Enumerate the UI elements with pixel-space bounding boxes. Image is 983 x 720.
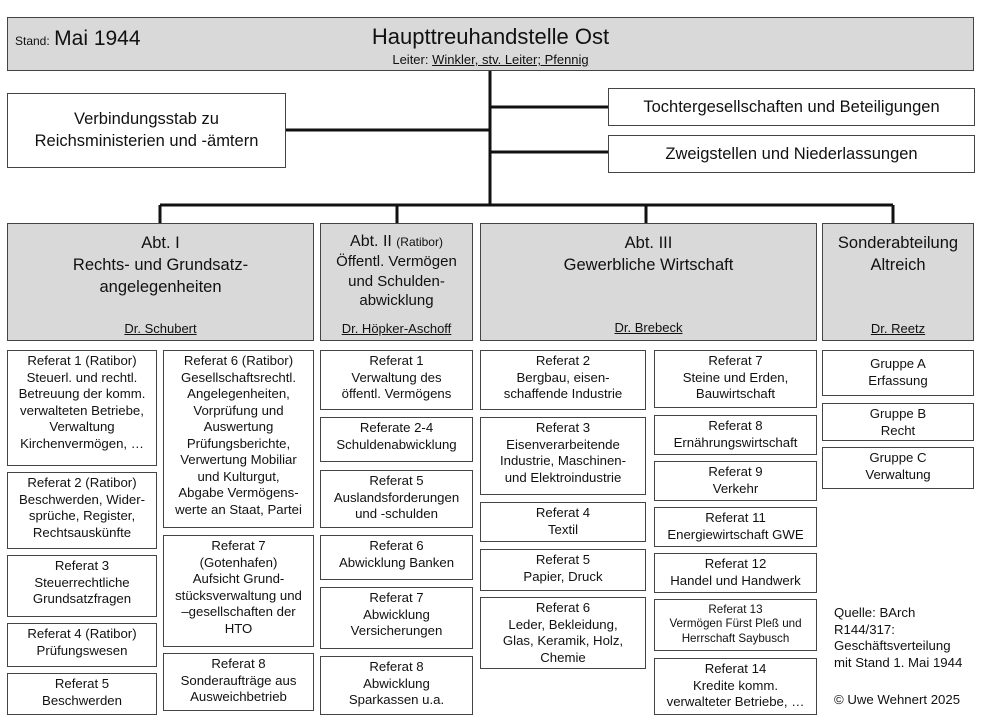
stand-date: Mai 1944 <box>54 27 141 50</box>
referat-box: Referat 1 (Ratibor) Steuerl. und rechtl. Betreuung der komm. verwalteten Betriebe, Verwaltung Kirchenvermögen, … <box>7 350 157 466</box>
department-subtitle: Altreich <box>870 255 926 274</box>
department-head: Dr. Schubert <box>124 321 197 336</box>
referat-box: Referat 5 Auslandsforderungen und -schulden <box>320 470 473 528</box>
department-title-line <box>350 232 443 252</box>
referat-box: Referat 7 Steine und Erden, Bauwirtschaft <box>654 350 817 408</box>
referat-box: Referat 2 Bergbau, eisen- schaffende Industrie <box>480 350 646 410</box>
referat-box: Referat 13 Vermögen Fürst Pleß und Herrschaft Saybusch <box>654 599 817 651</box>
department-subtitle: Gewerbliche Wirtschaft <box>563 255 734 274</box>
leiter-names: Winkler, stv. Leiter; Pfennig <box>432 52 589 67</box>
referat-box: Referat 1 Verwaltung des öffentl. Vermögens <box>320 350 473 410</box>
source-note: Quelle: BArch R144/317: Geschäftsverteilung mit Stand 1. Mai 1944 <box>834 605 963 670</box>
stand-label: Stand: <box>15 34 50 48</box>
referat-box: Referat 5 Papier, Druck <box>480 549 646 591</box>
referat-box: Referat 2 (Ratibor) Beschwerden, Wider- sprüche, Register, Rechtsauskünfte <box>7 472 157 549</box>
department-title: Abt. III <box>624 234 673 252</box>
referat-box: Referat 3 Steuerrechtliche Grundsatzfragen <box>7 555 157 617</box>
top-box <box>7 17 974 71</box>
referat-box: Referat 11 Energiewirtschaft GWE <box>654 507 817 547</box>
gruppe-box: Gruppe B Recht <box>822 403 974 441</box>
copyright: © Uwe Wehnert 2025 <box>834 692 961 707</box>
department-box-abt1 <box>7 223 314 341</box>
org-title: Haupttreuhandstelle Ost <box>371 24 610 49</box>
department-subtitle: Rechts- und Grundsatz- angelegenheiten <box>72 255 249 296</box>
referat-box: Referat 8 Sonderaufträge aus Ausweichbetrieb <box>163 653 314 711</box>
zweig-label: Zweigstellen und Niederlassungen <box>665 144 918 163</box>
zweig-box <box>608 135 975 173</box>
leiter-line <box>8 52 973 68</box>
department-note: (Ratibor) <box>396 235 443 249</box>
department-title: Sonderabteilung <box>837 234 959 252</box>
referat-box: Referat 8 Abwicklung Sparkassen u.a. <box>320 656 473 715</box>
department-box-abt3 <box>480 223 817 341</box>
referat-box: Referat 14 Kredite komm. verwalteter Betriebe, … <box>654 658 817 715</box>
department-head: Dr. Brebeck <box>614 320 683 335</box>
referat-box: Referate 2-4 Schuldenabwicklung <box>320 417 473 462</box>
referat-box: Referat 12 Handel und Handwerk <box>654 553 817 593</box>
leiter-label: Leiter: <box>392 52 429 67</box>
department-head: Dr. Höpker-Aschoff <box>341 321 452 336</box>
referat-box: Referat 6 Leder, Bekleidung, Glas, Keramik, Holz, Chemie <box>480 597 646 669</box>
referat-box: Referat 8 Ernährungswirtschaft <box>654 415 817 455</box>
department-subtitle: Öffentl. Vermögen und Schulden- abwicklung <box>336 253 457 309</box>
referat-box: Referat 9 Verkehr <box>654 461 817 501</box>
tochter-label: Tochtergesellschaften und Beteiligungen <box>643 97 940 116</box>
referat-box: Referat 3 Eisenverarbeitende Industrie, Maschinen- und Elektroindustrie <box>480 417 646 495</box>
referat-box: Referat 6 (Ratibor) Gesellschaftsrechtl. Angelegenheiten, Vorprüfung und Auswertung Prüfungsberichte, Verwertung Mobiliar und Kulturgut, Abgabe Vermögens- werte an Staat, Partei <box>163 350 314 528</box>
department-title: Abt. I <box>141 234 180 252</box>
referat-box: Referat 7 Abwicklung Versicherungen <box>320 587 473 649</box>
department-title: Abt. II <box>350 233 392 250</box>
referat-box: Referat 6 Abwicklung Banken <box>320 535 473 580</box>
tochter-box <box>608 88 975 126</box>
referat-box: Referat 4 Textil <box>480 502 646 542</box>
department-box-sonder <box>822 223 974 341</box>
referat-box: Referat 4 (Ratibor) Prüfungswesen <box>7 623 157 667</box>
department-head: Dr. Reetz <box>870 321 926 336</box>
department-box-abt2 <box>320 223 473 341</box>
gruppe-box: Gruppe A Erfassung <box>822 350 974 396</box>
verbindungsstab-box <box>7 93 286 168</box>
verbindungsstab-label: Verbindungsstab zu Reichsministerien und -ämtern <box>34 110 259 150</box>
gruppe-box: Gruppe C Verwaltung <box>822 447 974 489</box>
referat-box: Referat 7 (Gotenhafen) Aufsicht Grund- stücksverwaltung und –gesellschaften der HTO <box>163 535 314 647</box>
referat-box: Referat 5 Beschwerden <box>7 673 157 715</box>
